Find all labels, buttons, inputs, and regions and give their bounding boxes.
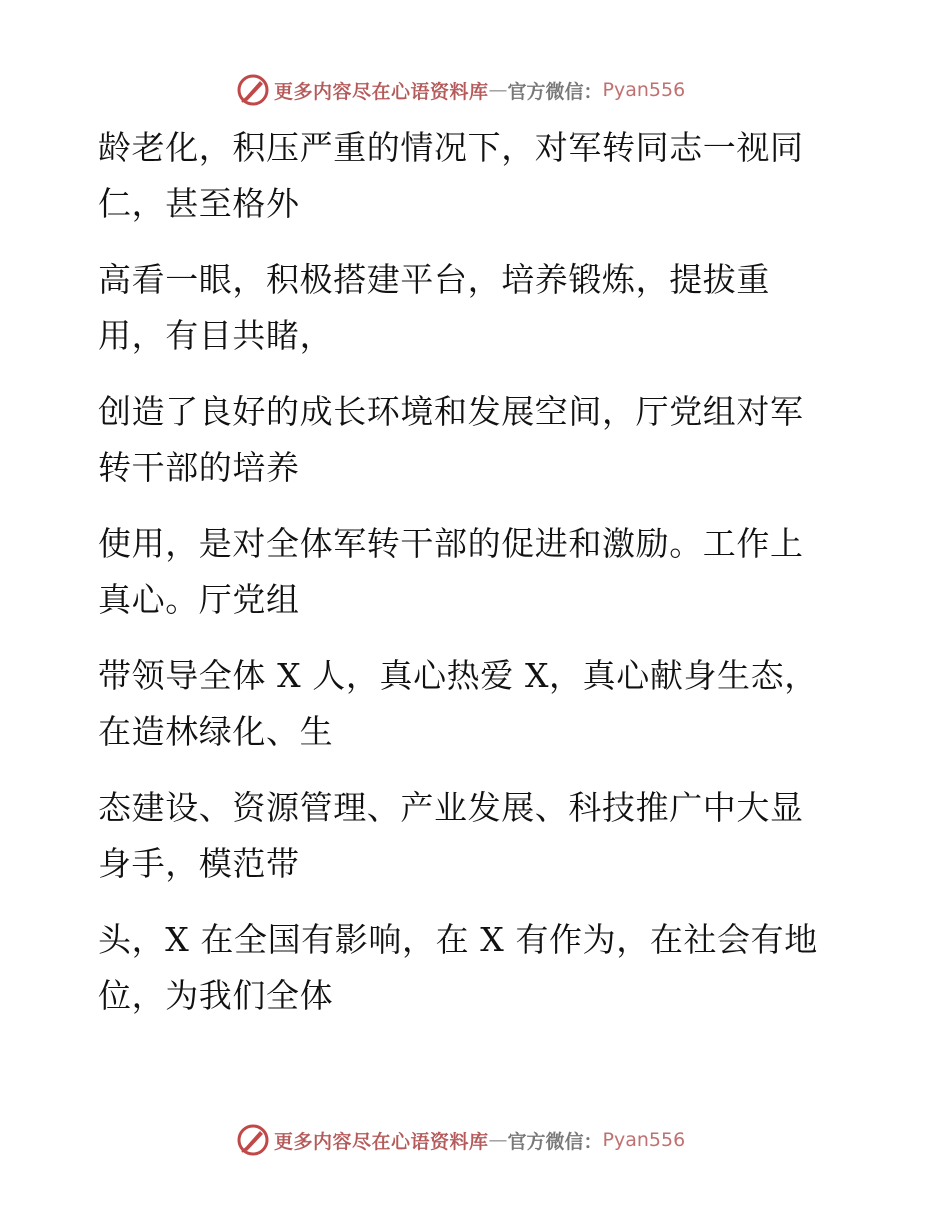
text-line: 龄老化，积压严重的情况下，对军转同志一视同	[98, 128, 804, 167]
watermark-text: 更多内容尽在心语资料库	[274, 1130, 489, 1153]
text-line: 高看一眼，积极搭建平台，培养锻炼，提拔重	[98, 260, 770, 299]
watermark-wechat-id: Pyan556	[602, 1129, 686, 1151]
text-line: 态建设、资源管理、产业发展、科技推广中大显	[98, 788, 804, 827]
text-line: 转干部的培养	[98, 448, 300, 487]
watermark-text: 更多内容尽在心语资料库	[274, 80, 489, 103]
text-line: 真心。厅党组	[98, 580, 300, 619]
text-line: 带领导全体 X 人，真心热爱 X，真心献身生态，	[98, 656, 818, 695]
watermark-wechat-id: Pyan556	[602, 79, 686, 101]
text-line: 用，有目共睹，	[98, 316, 334, 355]
text-line: 头，X 在全国有影响，在 X 有作为，在社会有地	[98, 920, 818, 959]
header-watermark	[236, 72, 685, 108]
footer-watermark	[236, 1122, 685, 1158]
quill-pen-logo-icon	[236, 1123, 270, 1157]
watermark-dash: —	[488, 1129, 508, 1151]
text-line: 在造林绿化、生	[98, 712, 334, 751]
text-line: 仁，甚至格外	[98, 184, 300, 223]
watermark-dash: —	[488, 79, 508, 101]
text-line: 位，为我们全体	[98, 976, 334, 1015]
text-line: 创造了良好的成长环境和发展空间，厅党组对军	[98, 392, 804, 431]
text-line: 使用，是对全体军转干部的促进和激励。工作上	[98, 524, 804, 563]
watermark-official-label: 官方微信：	[507, 1130, 603, 1153]
text-line: 身手，模范带	[98, 844, 300, 883]
watermark-official-label: 官方微信：	[507, 80, 603, 103]
quill-pen-logo-icon	[236, 73, 270, 107]
